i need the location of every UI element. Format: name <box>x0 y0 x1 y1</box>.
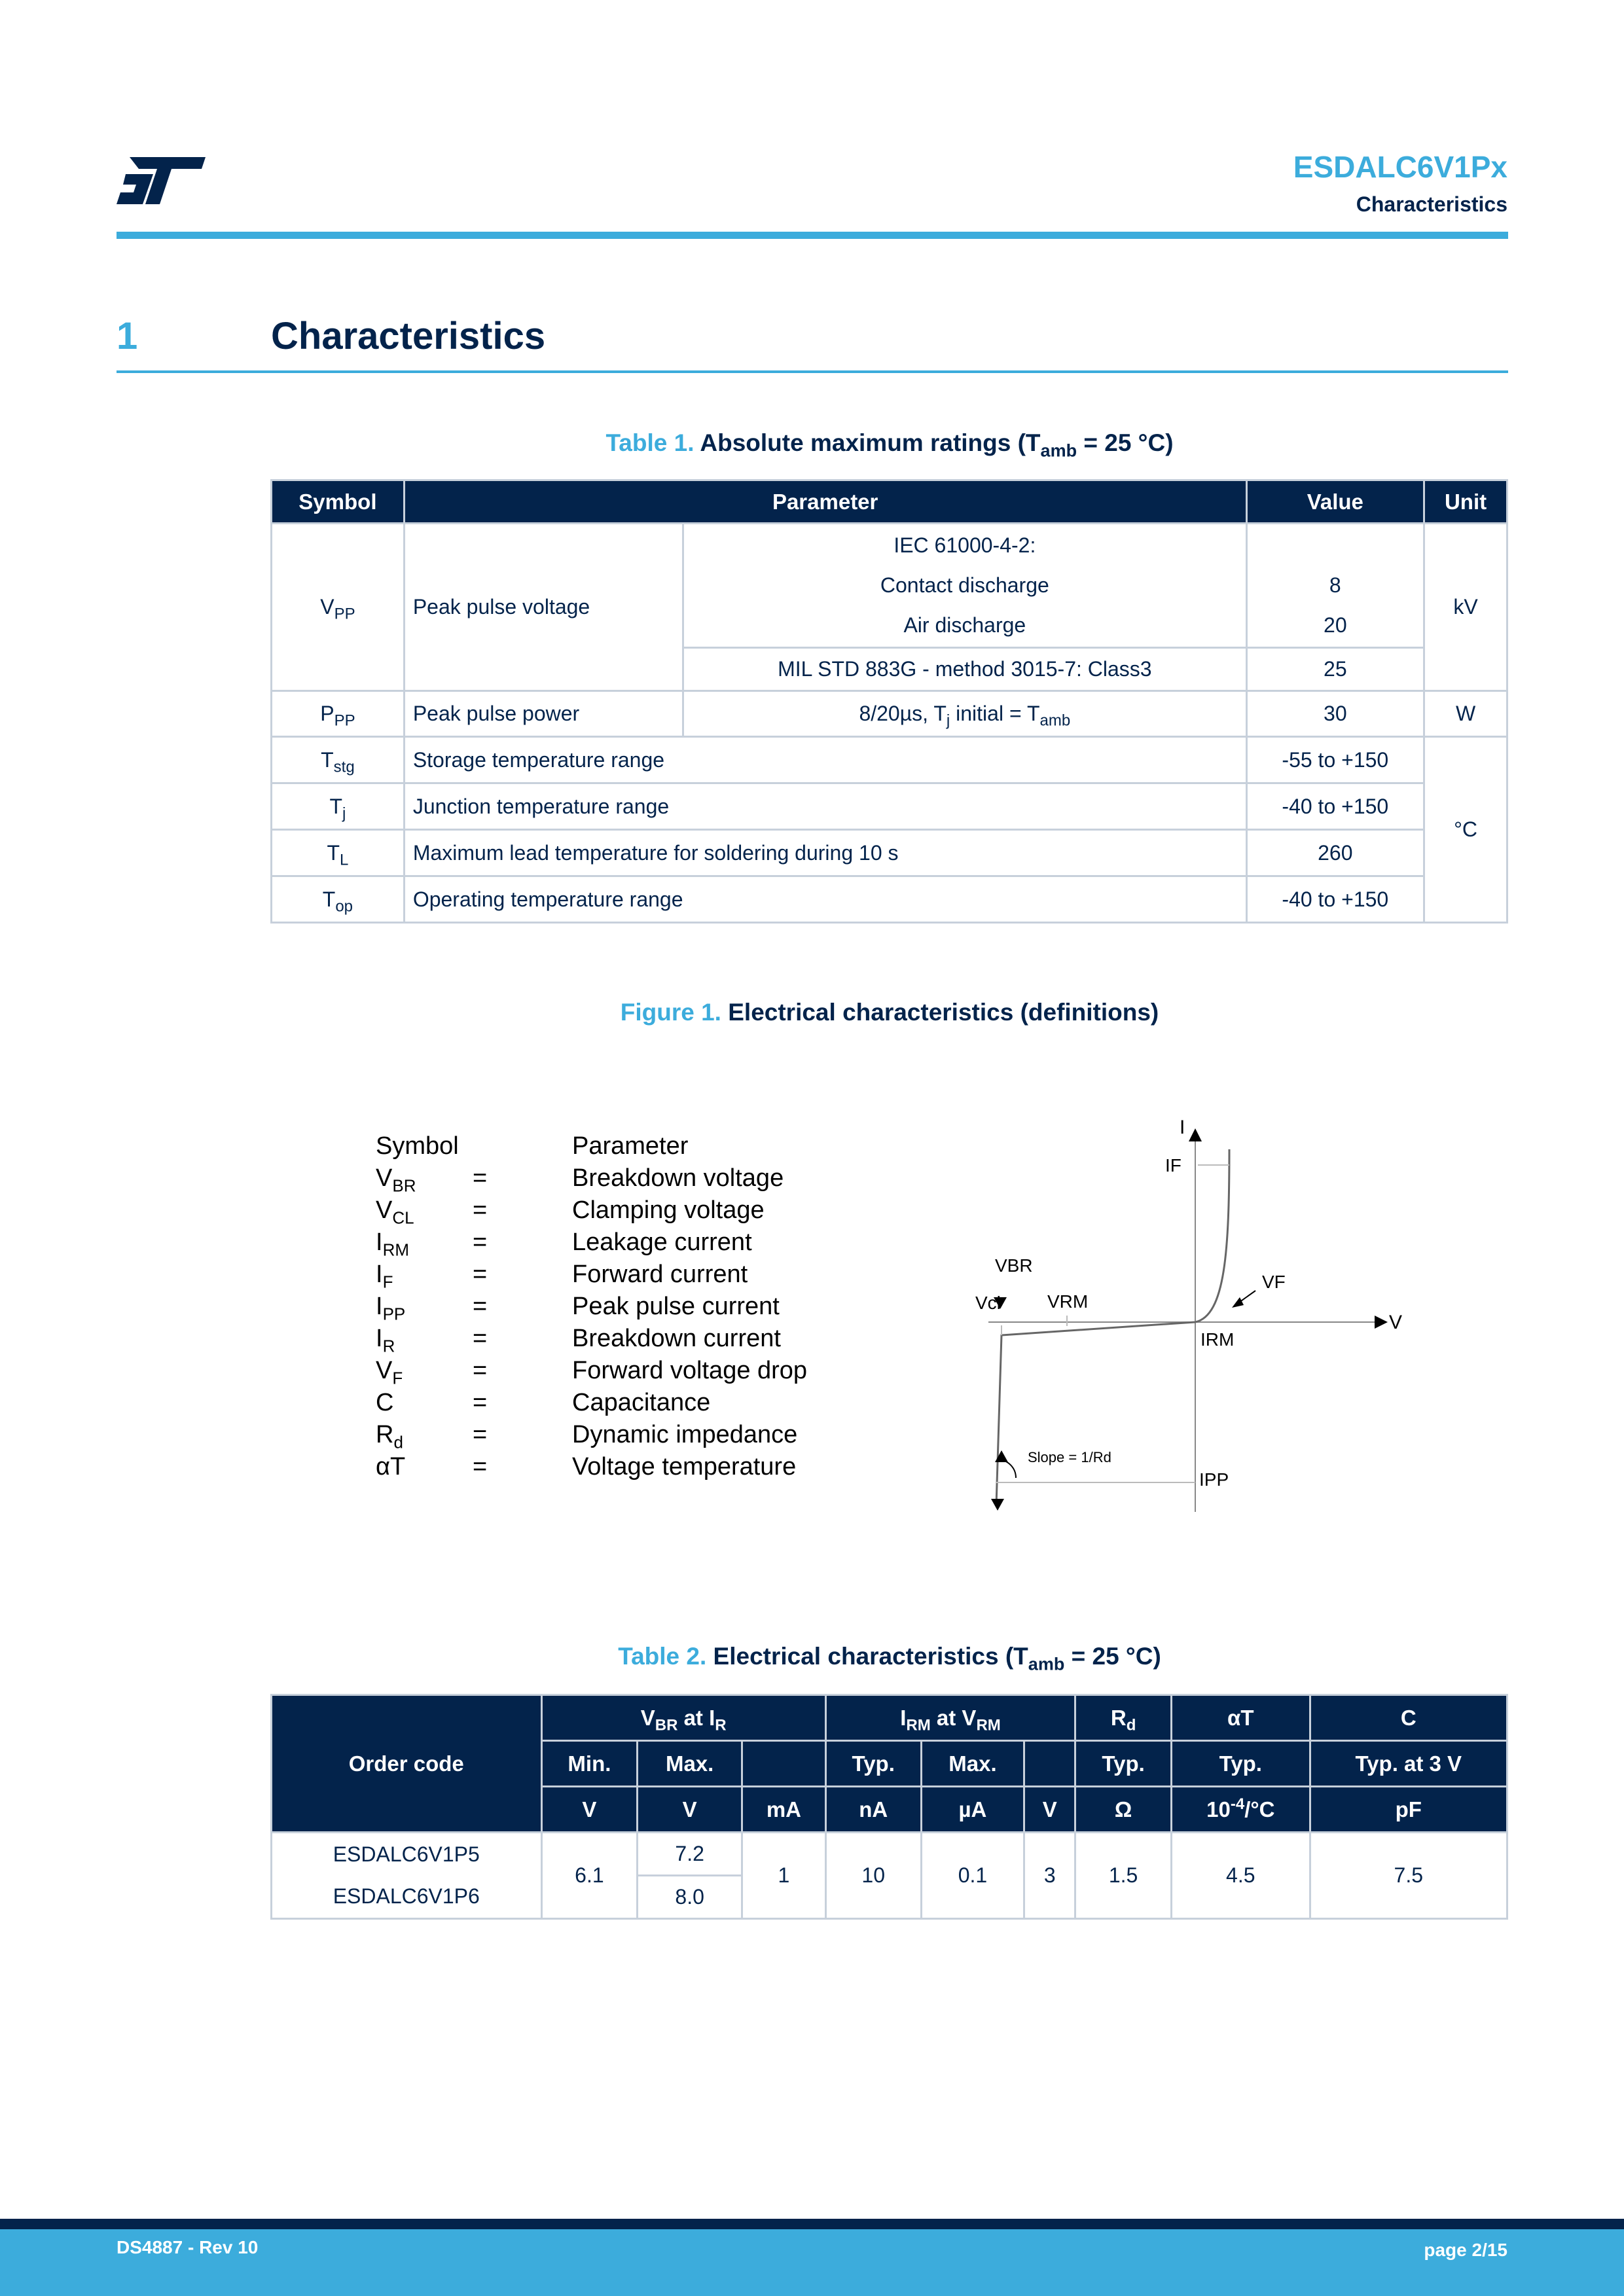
vrm-blank-header <box>1024 1741 1075 1787</box>
ir-value: 1 <box>742 1833 826 1919</box>
unit-v-rm: V <box>1024 1787 1075 1833</box>
vf-label: VF <box>1262 1272 1286 1292</box>
header-rule <box>117 232 1508 239</box>
vbr-max-header: Max. <box>638 1741 742 1787</box>
unit-v-min: V <box>541 1787 638 1833</box>
legend-symbol: $V_F$ <box>376 1357 403 1388</box>
top-parameter: Operating temperature range <box>404 876 1246 923</box>
vrm-label: VRM <box>1047 1291 1089 1312</box>
temperature-unit: °C <box>1424 737 1507 923</box>
legend-symbol: $I_R$ <box>376 1325 395 1356</box>
unit-ua: µA <box>921 1787 1024 1833</box>
figure1-label: Figure 1. <box>620 999 721 1026</box>
unit-pf: pF <box>1310 1787 1507 1833</box>
irm-typ-header: Typ. <box>825 1741 921 1787</box>
vpp-symbol: $V_{PP}$ <box>272 524 405 691</box>
table2-title: Electrical characteristics ($T_{amb} = 25$ °C) <box>713 1643 1161 1674</box>
irm-typ-value: 10 <box>825 1833 921 1919</box>
unit-alpha-t: $10^{-4}/^\circ C$ <box>1171 1787 1310 1833</box>
legend-symbol: $I_F$ <box>376 1261 393 1292</box>
figure1-caption <box>271 999 1508 1026</box>
vbr-min-header: Min. <box>541 1741 638 1787</box>
footer-page-number: page 2/15 <box>1424 2240 1507 2260</box>
order-code-header: Order code <box>272 1695 542 1833</box>
legend-parameter: Clamping voltage <box>572 1196 765 1224</box>
slope-label: Slope = 1/Rd <box>1028 1449 1111 1465</box>
legend-equals: = <box>473 1453 488 1480</box>
ipp-arrow-icon <box>991 1499 1004 1511</box>
tl-value: 260 <box>1246 830 1424 876</box>
tstg-symbol: $T_{stg}$ <box>272 737 405 783</box>
rd-typ-header: Typ. <box>1075 1741 1172 1787</box>
unit-na: nA <box>825 1787 921 1833</box>
table-row <box>272 524 1507 648</box>
legend-parameter: Leakage current <box>572 1229 752 1256</box>
order-code-p5: ESDALC6V1P5 <box>272 1833 542 1876</box>
legend-equals: = <box>473 1261 488 1288</box>
table1-header-symbol: Symbol <box>272 480 405 524</box>
header-section: Characteristics <box>1356 192 1507 216</box>
header-part-number: ESDALC6V1Px <box>1293 150 1507 184</box>
legend-parameter: Peak pulse current <box>572 1293 780 1320</box>
ppp-condition: 8/20µs, $T_j$ initial = $T_{amb}$ <box>683 691 1246 737</box>
capacitance-header: C <box>1310 1695 1507 1741</box>
v-axis-label: V <box>1389 1312 1403 1333</box>
ppp-value: 30 <box>1246 691 1424 737</box>
electrical-characteristics-table <box>270 1694 1508 1920</box>
legend-header-parameter: Parameter <box>572 1132 689 1160</box>
legend-parameter: Dynamic impedance <box>572 1421 798 1448</box>
legend-parameter: Forward current <box>572 1261 748 1288</box>
ppp-parameter: Peak pulse power <box>404 691 683 737</box>
table1-header-unit: Unit <box>1424 480 1507 524</box>
table2-header-row-1 <box>272 1695 1507 1741</box>
ir-blank-header <box>742 1741 826 1787</box>
footer-doc-id: DS4887 - Rev 10 <box>117 2237 259 2257</box>
vf-arrow-icon <box>1232 1291 1255 1308</box>
legend-parameter: Voltage temperature <box>572 1453 797 1480</box>
iv-characteristic-graph <box>969 1119 1414 1525</box>
top-value: -40 to +150 <box>1246 876 1424 923</box>
legend-symbol: $V_{BR}$ <box>376 1164 416 1196</box>
legend-parameter: Breakdown voltage <box>572 1164 784 1192</box>
alpha-t-header: αT <box>1171 1695 1310 1741</box>
table-row <box>272 691 1507 737</box>
table1-title: Absolute maximum ratings ($T_{amb} = 25$ °C) <box>700 429 1174 461</box>
legend-symbol: $V_{CL}$ <box>376 1196 414 1228</box>
legend-parameter: Forward voltage drop <box>572 1357 808 1384</box>
vpp-parameter: Peak pulse voltage <box>404 524 683 691</box>
legend-equals: = <box>473 1293 488 1320</box>
tl-symbol: $T_L$ <box>272 830 405 876</box>
st-logo <box>117 154 208 207</box>
tj-value: -40 to +150 <box>1246 783 1424 830</box>
legend-symbol: αT <box>376 1453 406 1480</box>
ppp-unit: W <box>1424 691 1507 737</box>
legend-equals: = <box>473 1196 488 1224</box>
irm-max-header: Max. <box>921 1741 1024 1787</box>
order-code-p6: ESDALC6V1P6 <box>272 1876 542 1919</box>
legend-symbol: $R_d$ <box>376 1421 403 1452</box>
alpha-t-typ-header: Typ. <box>1171 1741 1310 1787</box>
legend-equals: = <box>473 1421 488 1448</box>
legend-parameter: Breakdown current <box>572 1325 781 1352</box>
figure1-title: Electrical characteristics (definitions) <box>728 999 1159 1026</box>
alpha-t-value: 4.5 <box>1171 1833 1310 1919</box>
table-row <box>272 737 1507 783</box>
legend-symbol: C <box>376 1389 394 1416</box>
irm-group-header: $I_{RM}$ at $V_{RM}$ <box>825 1695 1075 1741</box>
table1-caption <box>271 429 1508 461</box>
vcl-label: Vcl <box>975 1293 1001 1313</box>
absolute-max-ratings-table <box>270 479 1508 924</box>
vbr-label: VBR <box>995 1255 1033 1276</box>
vbr-max-p6: 8.0 <box>638 1876 742 1919</box>
table1-header-value: Value <box>1246 480 1424 524</box>
vpp-unit: kV <box>1424 524 1507 691</box>
rd-value: 1.5 <box>1075 1833 1172 1919</box>
table-row <box>272 783 1507 830</box>
unit-v-max: V <box>638 1787 742 1833</box>
tstg-parameter: Storage temperature range <box>404 737 1246 783</box>
capacitance-typ-header: Typ. at 3 V <box>1310 1741 1507 1787</box>
section-number: 1 <box>117 315 138 357</box>
table-row <box>272 876 1507 923</box>
legend-equals: = <box>473 1229 488 1256</box>
vpp-iec-conditions: IEC 61000-4-2: Contact discharge Air discharge <box>683 524 1246 648</box>
tl-parameter: Maximum lead temperature for soldering during 10 s <box>404 830 1246 876</box>
legend-parameter: Capacitance <box>572 1389 711 1416</box>
ipp-label: IPP <box>1199 1469 1229 1490</box>
i-axis-label: I <box>1180 1119 1185 1138</box>
vpp-iec-values: 8 20 <box>1246 524 1424 648</box>
ppp-symbol: $P_{PP}$ <box>272 691 405 737</box>
table1-label: Table 1. <box>605 429 695 456</box>
vpp-mil-value: 25 <box>1246 648 1424 691</box>
unit-ma: mA <box>742 1787 826 1833</box>
vbr-max-p5: 7.2 <box>638 1833 742 1876</box>
legend-equals: = <box>473 1389 488 1416</box>
table-row <box>272 1833 1507 1876</box>
table-row <box>272 830 1507 876</box>
legend-header-symbol: Symbol <box>376 1132 459 1160</box>
tstg-value: -55 to +150 <box>1246 737 1424 783</box>
tj-parameter: Junction temperature range <box>404 783 1246 830</box>
tj-symbol: $T_j$ <box>272 783 405 830</box>
section-title: Characteristics <box>271 315 546 357</box>
vbr-min-value: 6.1 <box>541 1833 638 1919</box>
vbr-group-header: $V_{BR}$ at $I_R$ <box>541 1695 825 1741</box>
legend-equals: = <box>473 1357 488 1384</box>
if-label: IF <box>1165 1155 1182 1175</box>
vrm-value: 3 <box>1024 1833 1075 1919</box>
rd-header: $R_d$ <box>1075 1695 1172 1741</box>
section-rule <box>117 370 1508 373</box>
legend-equals: = <box>473 1164 488 1192</box>
legend-symbol: $I_{RM}$ <box>376 1229 409 1260</box>
capacitance-value: 7.5 <box>1310 1833 1507 1919</box>
table1-header-parameter: Parameter <box>404 480 1246 524</box>
legend-equals: = <box>473 1325 488 1352</box>
irm-max-value: 0.1 <box>921 1833 1024 1919</box>
unit-ohm: Ω <box>1075 1787 1172 1833</box>
table2-caption <box>271 1643 1508 1674</box>
top-symbol: $T_{op}$ <box>272 876 405 923</box>
vpp-mil-condition: MIL STD 883G - method 3015-7: Class3 <box>683 648 1246 691</box>
table2-label: Table 2. <box>618 1643 707 1670</box>
table1-header-row <box>272 480 1507 524</box>
legend-symbol: $I_{PP}$ <box>376 1293 406 1324</box>
footer-dark-band <box>0 2219 1624 2229</box>
irm-label: IRM <box>1200 1329 1235 1350</box>
